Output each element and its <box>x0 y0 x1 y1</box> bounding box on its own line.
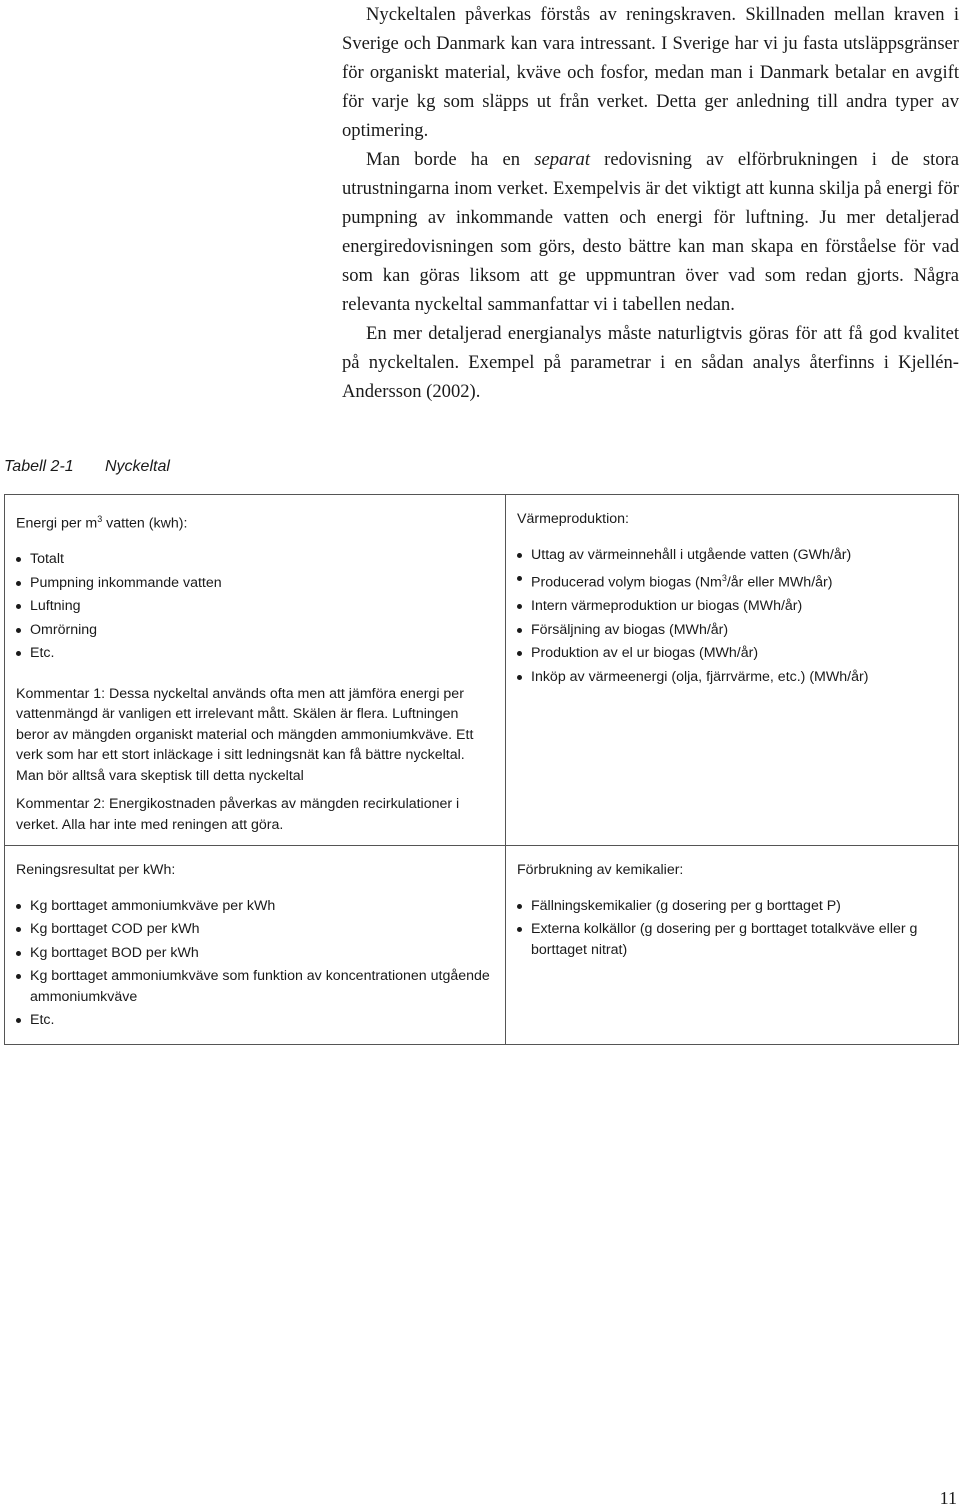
list-item <box>517 568 946 593</box>
list-item: Kg borttaget BOD per kWh <box>16 943 493 964</box>
list-item: Försäljning av biogas (MWh/år) <box>517 620 946 641</box>
list-item-text: Producerad volym biogas (Nm <box>531 574 722 591</box>
energy-cell <box>5 495 506 846</box>
list-item: Pumpning inkommande vatten <box>16 573 493 594</box>
table-caption-title: Nyckeltal <box>105 458 170 475</box>
list-item: Luftning <box>16 596 493 617</box>
body-paragraph-2 <box>342 145 959 319</box>
energy-heading-unit: vatten (kwh): <box>102 515 188 532</box>
body-paragraph-2-rest: redovisning av elförbrukningen i de stora utrustningarna inom verket. Exempelvis är det viktigt att kunna skilja på energi för pumpning av inkommande vatten och energi för luftning. Ju mer detaljerad energiredovisningen som görs, desto bättre kan man skapa en förståelse för vad som kan göras liksom att ge uppmuntran över vad som redan gjorts. Några relevanta nyckeltal sammanfattar vi i tabellen nedan. <box>342 149 959 315</box>
body-paragraph-3: En mer detaljerad energianalys måste naturligtvis göras för att få god kvalitet på nyckeltalen. Exempel på parametrar i en sådan analys återfinns i Kjellén-Andersson (2002). <box>342 323 959 402</box>
result-cell <box>5 846 506 1045</box>
page-number: 11 <box>939 1488 957 1508</box>
list-item: Etc. <box>16 1010 493 1031</box>
table-caption-label: Tabell 2-1 <box>4 458 74 475</box>
energy-list <box>16 549 493 664</box>
energy-comment-1: Kommentar 1: Dessa nyckeltal används ofta men att jämföra energi per vattenmängd är vanligen ett irrelevant mått. Skälen är flera. Luftningen beror av mängden organiskt material och mängden ammoniumkväve. Ett verk som har ett stort inläckage i sitt ledningsnät kan få bättre nyckeltal. Man bör alltså vara skeptisk till detta nyckeltal <box>16 685 474 784</box>
key-figures-table <box>4 494 959 1045</box>
table-caption <box>4 458 170 476</box>
energy-heading-sup: 3 <box>97 514 103 524</box>
heat-heading: Värmeproduktion: <box>517 511 629 527</box>
body-paragraph-2-start: Man borde ha en <box>366 149 535 170</box>
list-item: Intern värmeproduktion ur biogas (MWh/år) <box>517 596 946 617</box>
list-item-sup: 3 <box>721 573 727 583</box>
energy-heading <box>16 509 493 534</box>
list-item: Totalt <box>16 549 493 570</box>
energy-heading-text: Energi per m <box>16 515 98 532</box>
chem-heading: Förbrukning av kemikalier: <box>517 862 684 879</box>
body-text <box>342 0 959 406</box>
list-item: Kg borttaget ammoniumkväve per kWh <box>16 896 493 917</box>
list-item: Inköp av värmeenergi (olja, fjärrvärme, etc.) (MWh/år) <box>517 667 946 688</box>
chem-list <box>517 896 946 961</box>
heat-cell <box>506 495 959 846</box>
table-row <box>5 495 959 846</box>
body-paragraph-1: Nyckeltalen påverkas förstås av reningskraven. Skillnaden mellan kraven i Sverige och Danmark kan vara intressant. I Sverige har vi ju fasta utsläppsgränser för organiskt material, kväve och fosfor, medan man i Danmark betalar en avgift för varje kg som släpps ut från verket. Detta ger anledning till andra typer av optimering. <box>342 4 959 141</box>
table-row <box>5 846 959 1045</box>
energy-comment-2: Kommentar 2: Energikostnaden påverkas av mängden recirkulationer i verket. Alla har inte med reningen att göra. <box>16 796 460 833</box>
list-item: Omrörning <box>16 620 493 641</box>
list-item: Produktion av el ur biogas (MWh/år) <box>517 643 946 664</box>
list-item: Kg borttaget ammoniumkväve som funktion av koncentrationen utgående ammoniumkväve <box>16 966 493 1007</box>
list-item-unit: /år eller MWh/år) <box>726 574 833 591</box>
list-item: Uttag av värmeinnehåll i utgående vatten (GWh/år) <box>517 545 946 566</box>
list-item: Externa kolkällor (g dosering per g borttaget totalkväve eller g borttaget nitrat) <box>517 919 946 960</box>
heat-list <box>517 545 946 688</box>
result-list <box>16 896 493 1031</box>
list-item: Fällningskemikalier (g dosering per g borttaget P) <box>517 896 946 917</box>
list-item: Etc. <box>16 643 493 664</box>
result-heading: Reningsresultat per kWh: <box>16 862 176 879</box>
list-item: Kg borttaget COD per kWh <box>16 919 493 940</box>
emphasized-word: separat <box>534 149 590 170</box>
chem-cell <box>506 846 959 1045</box>
